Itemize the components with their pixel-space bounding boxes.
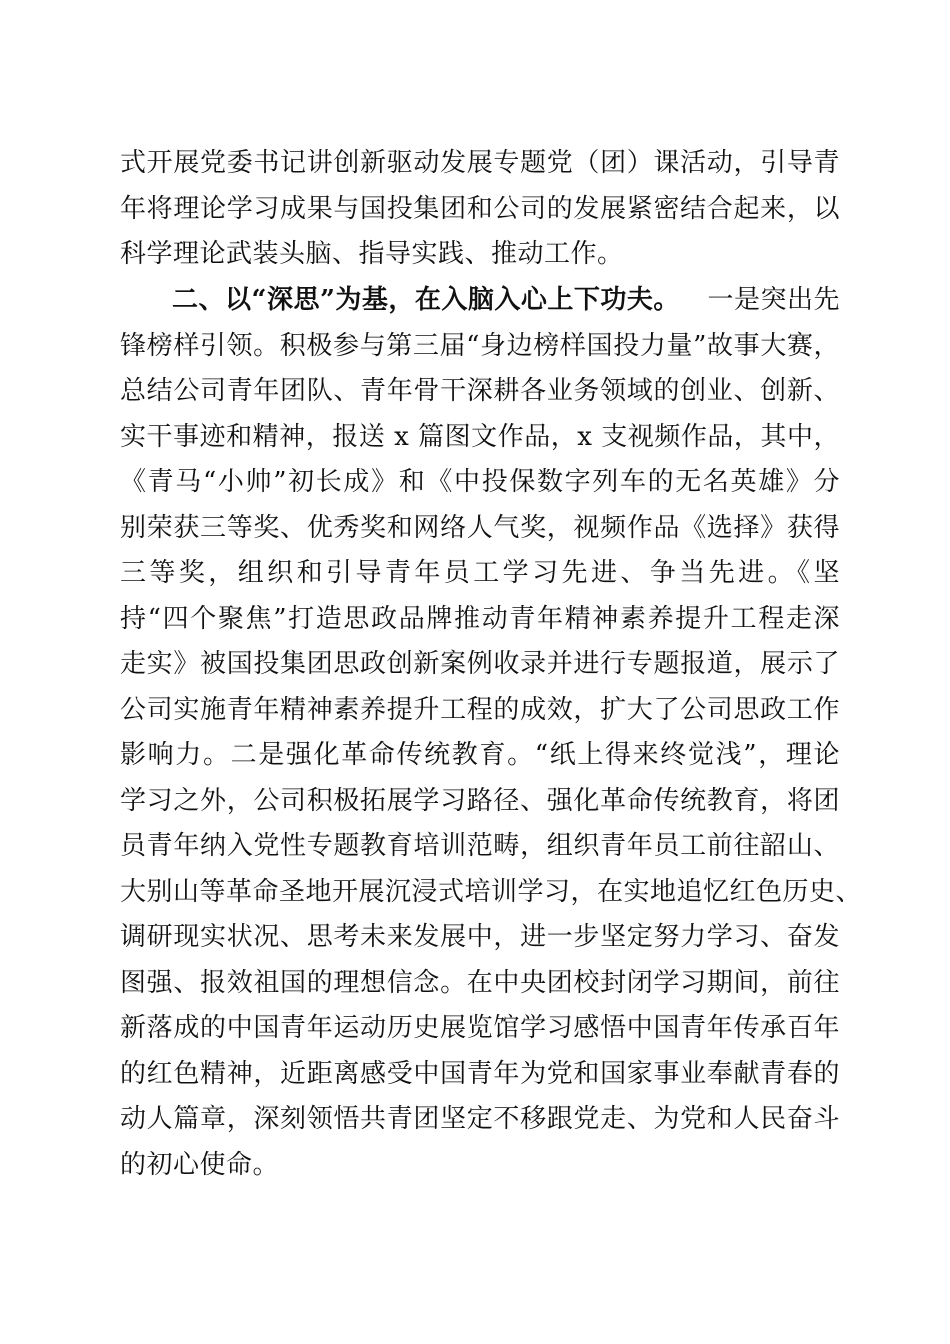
paragraph-2-line: 动人篇章，深刻领悟共青团坚定不移跟党走、为党和人民奋斗 bbox=[120, 1104, 840, 1134]
paragraph-2-line: 学习之外，公司积极拓展学习路径、强化革命传统教育，将团 bbox=[120, 786, 840, 816]
paragraph-2-line: 大别山等革命圣地开展沉浸式培训学习，在实地追忆红色历史、 bbox=[120, 877, 863, 907]
paragraph-2-line: 实干事迹和精神，报送 x 篇图文作品，x 支视频作品，其中， bbox=[120, 422, 840, 452]
paragraph-2-line: 调研现实状况、思考未来发展中，进一步坚定努力学习、奋发 bbox=[120, 922, 840, 952]
paragraph-2-line: 员青年纳入党性专题教育培训范畴，组织青年员工前往韶山、 bbox=[120, 831, 840, 861]
paragraph-2-first-line bbox=[172, 283, 840, 317]
section-heading: 二、以“深思”为基，在入脑入心上下功夫。 bbox=[172, 285, 680, 315]
paragraph-2-line: 走实》被国投集团思政创新案例收录并进行专题报道，展示了 bbox=[120, 649, 840, 679]
paragraph-2-line: 《青马“小帅”初长成》和《中投保数字列车的无名英雄》分 bbox=[120, 467, 840, 497]
paragraph-1-line-2: 年将理论学习成果与国投集团和公司的发展紧密结合起来，以 bbox=[120, 194, 840, 224]
paragraph-2-line: 锋榜样引领。积极参与第三届“身边榜样国投力量”故事大赛， bbox=[120, 331, 840, 361]
paragraph-2-line: 三等奖，组织和引导青年员工学习先进、争当先进。《坚 bbox=[120, 558, 840, 588]
paragraph-2-line: 总结公司青年团队、青年骨干深耕各业务领域的创业、创新、 bbox=[120, 376, 840, 406]
paragraph-2-line: 图强、报效祖国的理想信念。在中央团校封闭学习期间，前往 bbox=[120, 968, 840, 998]
paragraph-2-line: 的红色精神，近距离感受中国青年为党和国家事业奉献青春的 bbox=[120, 1059, 840, 1089]
paragraph-1-line-3: 科学理论武装头脑、指导实践、推动工作。 bbox=[120, 239, 624, 269]
paragraph-2-line: 公司实施青年精神素养提升工程的成效，扩大了公司思政工作 bbox=[120, 695, 840, 725]
paragraph-2-line: 持“四个聚焦”打造思政品牌推动青年精神素养提升工程走深 bbox=[120, 604, 840, 634]
paragraph-2-line: 新落成的中国青年运动历史展览馆学习感悟中国青年传承百年 bbox=[120, 1013, 840, 1043]
section-heading-continuation: 一是突出先 bbox=[707, 285, 840, 315]
paragraph-1-line-1: 式开展党委书记讲创新驱动发展专题党（团）课活动，引导青 bbox=[120, 148, 840, 178]
paragraph-2-line: 影响力。二是强化革命传统教育。“纸上得来终觉浅”，理论 bbox=[120, 740, 840, 770]
paragraph-2-last-line: 的初心使命。 bbox=[120, 1150, 280, 1180]
paragraph-2-line: 别荣获三等奖、优秀奖和网络人气奖，视频作品《选择》获得 bbox=[120, 513, 840, 543]
